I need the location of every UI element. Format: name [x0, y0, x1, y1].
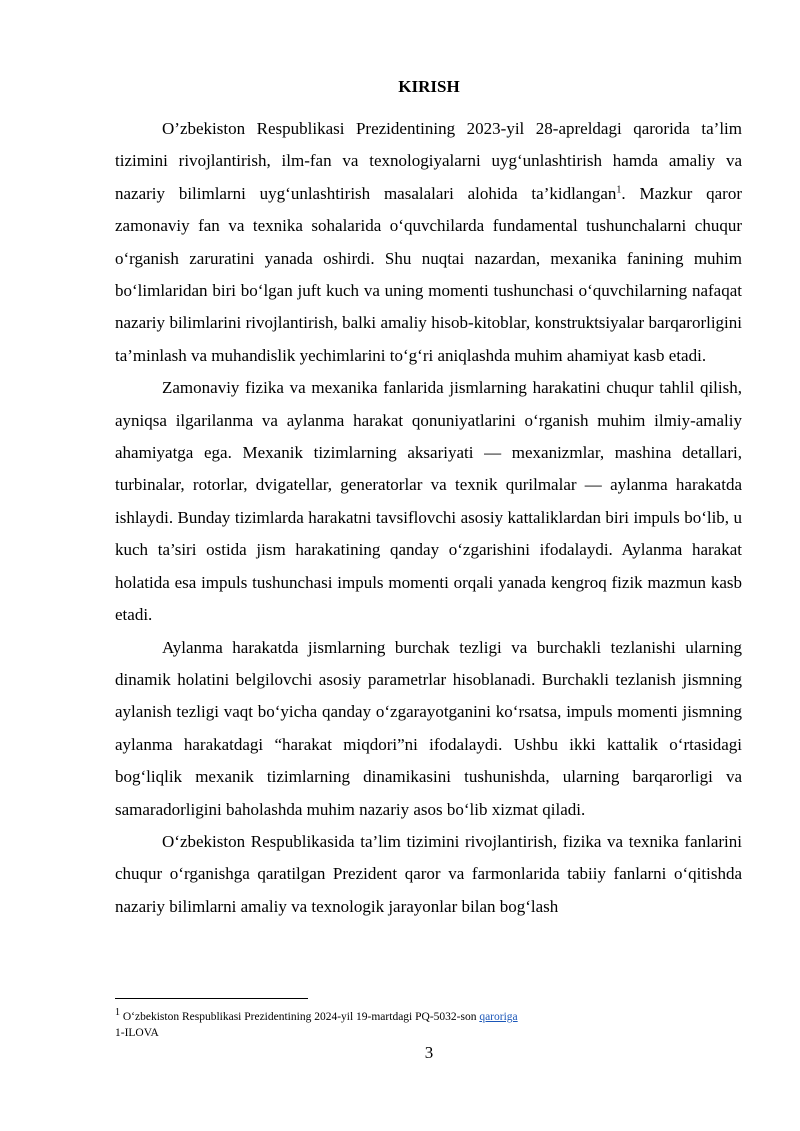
footnote-reference[interactable]: 1 [616, 184, 622, 196]
paragraph-1 [115, 113, 742, 372]
footnote-link[interactable]: qaroriga [479, 1011, 518, 1023]
footnote-separator [115, 998, 308, 999]
paragraph-1-text: O’zbekiston Respublikasi Prezidentining 2023-yil 28-apreldagi qarorida ta’lim tizimini rivojlantirish, ilm-fan va texnologiyalarni uyg‘unlashtirish hamda amaliy va nazariy bilimlarni uyg‘unlashtirish masalalari alohida ta’kidlangan [115, 119, 742, 203]
paragraph-4: O‘zbekiston Respublikasida ta’lim tizimini rivojlantirish, fizika va texnika fanlarini chuqur o‘rganishga qaratilgan Prezident qaror va farmonlarida tabiiy fanlarni o‘qitishda nazariy bilimlarni amaliy va texnologik jarayonlar bilan bog‘lash [115, 831, 742, 916]
footnote-line-2: 1-ILOVA [115, 1027, 159, 1039]
paragraph-1-continuation: . Mazkur qaror zamonaviy fan va texnika sohalarida o‘quvchilarda fundamental tushunchalarni chuqur o‘rganish zaruratini yanada oshirdi. Shu nuqtai nazardan, mexanika fanining muhim bo‘limlaridan biri bo‘lgan juft kuch va uning momenti tushunchasi o‘quvchilarning nafaqat nazariy bilimlarini rivojlantirish, balki amaliy hisob-kitoblar, konstruktsiyalar barqarorligini ta’minlash va muhandislik yechimlarini to‘g‘ri aniqlashda muhim ahamiyat kasb etadi. [115, 183, 742, 365]
footnote-number: 1 [115, 1007, 120, 1019]
footnote-text: O‘zbekiston Respublikasi Prezidentining 2024-yil 19-martdagi PQ-5032-son [120, 1011, 480, 1023]
footnote-line-1 [115, 1009, 755, 1025]
paragraph-3: Aylanma harakatda jismlarning burchak tezligi va burchakli tezlanishi ularning dinamik holatini belgilovchi asosiy parametrlar hisoblanadi. Burchakli tezlanish jismning aylanish tezligi vaqt bo‘yicha qanday o‘zgarayotganini ko‘rsatsa, impuls momenti jismning aylanma harakatdagi “harakat miqdori”ni ifodalaydi. Ushbu ikki kattalik o‘rtasidagi bog‘liqlik mexanik tizimlarning dinamikasini tushunishda, ularning barqarorligi va samaradorligini baholashda muhim nazariy asos bo‘lib xizmat qiladi. [115, 637, 742, 819]
document-body [115, 113, 742, 923]
paragraph-2: Zamonaviy fizika va mexanika fanlarida jismlarning harakatini chuqur tahlil qilish, ayniqsa ilgarilanma va aylanma harakat qonuniyatlarini o‘rganish muhim ilmiy-amaliy ahamiyatga ega. Mexanik tizimlarning aksariyati — mexanizmlar, mashina detallari, turbinalar, rotorlar, dvigatellar, generatorlar va texnik qurilmalar — aylanma harakatda ishlaydi. Bunday tizimlarda harakatni tavsiflovchi asosiy kattaliklardan biri impuls bo‘lib, u kuch ta’siri ostida jism harakatining qanday o‘zgarishini ifodalaydi. Aylanma harakat holatida esa impuls tushunchasi impuls momenti orqali yanada kengroq fizik mazmun kasb etadi. [115, 378, 742, 625]
section-title: KIRISH [398, 77, 460, 96]
page-number: 3 [424, 1043, 434, 1062]
footnote [115, 1009, 755, 1041]
